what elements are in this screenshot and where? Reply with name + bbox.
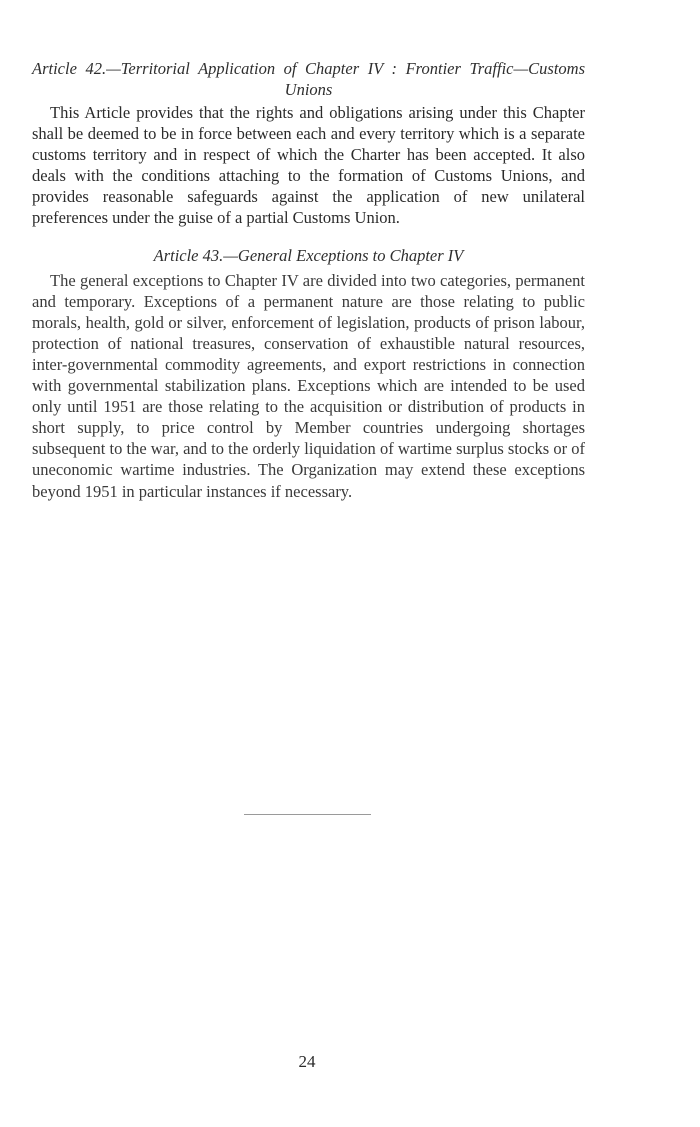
- article-42-heading: Article 42.—Territorial Application of Chapter IV : Frontier Traffic—Customs Unions: [32, 59, 585, 99]
- article-43-paragraph: The general exceptions to Chapter IV are divided into two categories, permanent and temporary. Exceptions of a permanent nature are those relating to public morals, health, gold or silver, enforcement of legislation, products of prison labour, protection of national treasures, conservation of exhaustible natural resources, inter-governmental commodity agreements, and export restrictions in connection with governmental stabilization plans. Exceptions which are intended to be used only until 1951 are those relating to the acquisition or distribution of products in short supply, to price control by Member countries undergoing shortages subsequent to the war, and to the orderly liquidation of wartime surplus stocks or of uneconomic wartime industries. The Organization may extend these exceptions beyond 1951 in particular instances if necessary.: [32, 270, 585, 501]
- page-content: [32, 58, 585, 502]
- article-43-heading: Article 43.—General Exceptions to Chapter IV: [153, 245, 464, 265]
- page-number: 24: [298, 1052, 316, 1071]
- section-divider: [244, 814, 371, 815]
- article-42-paragraph: This Article provides that the rights and obligations arising under this Chapter shall be deemed to be in force between each and every territory which is a separate customs territory and in respect of which the Charter has been accepted. It also deals with the conditions attaching to the formation of Customs Unions, and provides reasonable safeguards against the application of new unilateral preferences under the guise of a partial Customs Union.: [32, 103, 585, 228]
